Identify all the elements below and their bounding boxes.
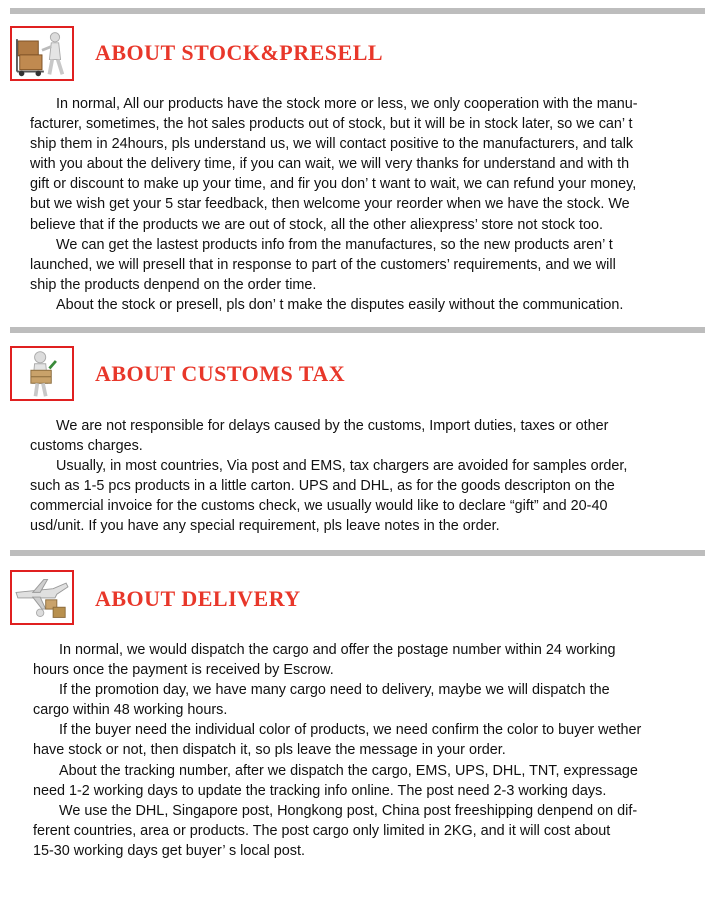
- text-line: 15-30 working days get buyer’ s local post.: [33, 842, 305, 859]
- text-line: such as 1-5 pcs products in a little carton. UPS and DHL, as for the goods descripton on the: [30, 478, 615, 495]
- divider-customs: [10, 327, 705, 333]
- text-line: facturer, sometimes, the hot sales products out of stock, but it will be in stock later, so we can’ t: [30, 116, 633, 133]
- section-title: ABOUT DELIVERY: [95, 586, 301, 611]
- text-line: About the stock or presell, pls don’ t make the disputes easily without the communication.: [56, 296, 624, 313]
- text-line: ship the products denpend on the order time.: [30, 276, 317, 293]
- text-line: but we wish get your 5 star feedback, then welcome your reorder when we have the stock. We: [30, 196, 630, 213]
- person-moving-boxes-icon: [10, 26, 74, 81]
- divider-delivery: [10, 550, 705, 556]
- text-line: believe that if the products we are out of stock, all the other aliexpress’ store not stock too.: [30, 216, 603, 233]
- paragraph: [33, 680, 700, 720]
- text-line: have stock or not, then dispatch it, so pls leave the message in your order.: [33, 742, 506, 759]
- section-body: [30, 416, 700, 537]
- text-line: In normal, All our products have the stock more or less, we only cooperation with the manu-: [56, 96, 638, 112]
- text-line: with you about the delivery time, if you can wait, we will very thanks for understand and with th: [30, 156, 630, 173]
- paragraph: [30, 235, 700, 295]
- text-line: hours once the payment is received by Escrow.: [33, 662, 334, 679]
- text-line: ship them in 24hours, pls understand us, we will contact positive to the manufacturers, and talk: [30, 136, 634, 153]
- paragraph: [30, 416, 700, 456]
- text-line: usd/unit. If you have any special requirement, pls leave notes in the order.: [30, 518, 500, 535]
- section-title: ABOUT CUSTOMS TAX: [95, 361, 346, 386]
- top-divider: [10, 8, 705, 14]
- text-line: Usually, in most countries, Via post and EMS, tax chargers are avoided for samples order,: [56, 458, 628, 475]
- paragraph: [33, 761, 700, 801]
- text-line: launched, we will presell that in response to part of the customers’ requirements, and we will: [30, 256, 616, 273]
- paragraph: [33, 801, 700, 861]
- text-line: In normal, we would dispatch the cargo and offer the postage number within 24 working: [59, 642, 616, 658]
- text-line: We can get the lastest products info from the manufactures, so the new products aren’ t: [56, 236, 613, 253]
- section-body: [30, 94, 700, 315]
- text-line: commercial invoice for the customs check, we usually would like to declare “gift” and 20-40: [30, 498, 608, 515]
- person-with-package-icon: [10, 346, 74, 401]
- paragraph: [30, 456, 700, 536]
- text-line: We use the DHL, Singapore post, Hongkong post, China post freeshipping denpend on dif-: [59, 802, 638, 819]
- text-line: customs charges.: [30, 438, 143, 455]
- text-line: cargo within 48 working hours.: [33, 702, 228, 719]
- text-line: If the buyer need the individual color of products, we need confirm the color to buyer wether: [59, 722, 642, 739]
- text-line: If the promotion day, we have many cargo need to delivery, maybe we will dispatch the: [59, 682, 610, 699]
- text-line: We are not responsible for delays caused by the customs, Import duties, taxes or other: [56, 418, 609, 434]
- text-line: gift or discount to make up your time, and fir you don’ t want to wait, we can refund your money,: [30, 176, 637, 193]
- section-title: ABOUT STOCK&PRESELL: [95, 40, 384, 65]
- text-line: need 1-2 working days to update the tracking info online. The post need 2-3 working days.: [33, 782, 607, 799]
- section-body: [33, 640, 700, 861]
- paragraph: [33, 640, 700, 680]
- airplane-with-boxes-icon: [10, 570, 74, 625]
- paragraph: [30, 94, 700, 235]
- paragraph: [33, 720, 700, 760]
- text-line: ferent countries, area or products. The post cargo only limited in 2KG, and it will cost about: [33, 822, 611, 839]
- text-line: About the tracking number, after we dispatch the cargo, EMS, UPS, DHL, TNT, expressage: [59, 762, 638, 779]
- paragraph: [30, 295, 700, 315]
